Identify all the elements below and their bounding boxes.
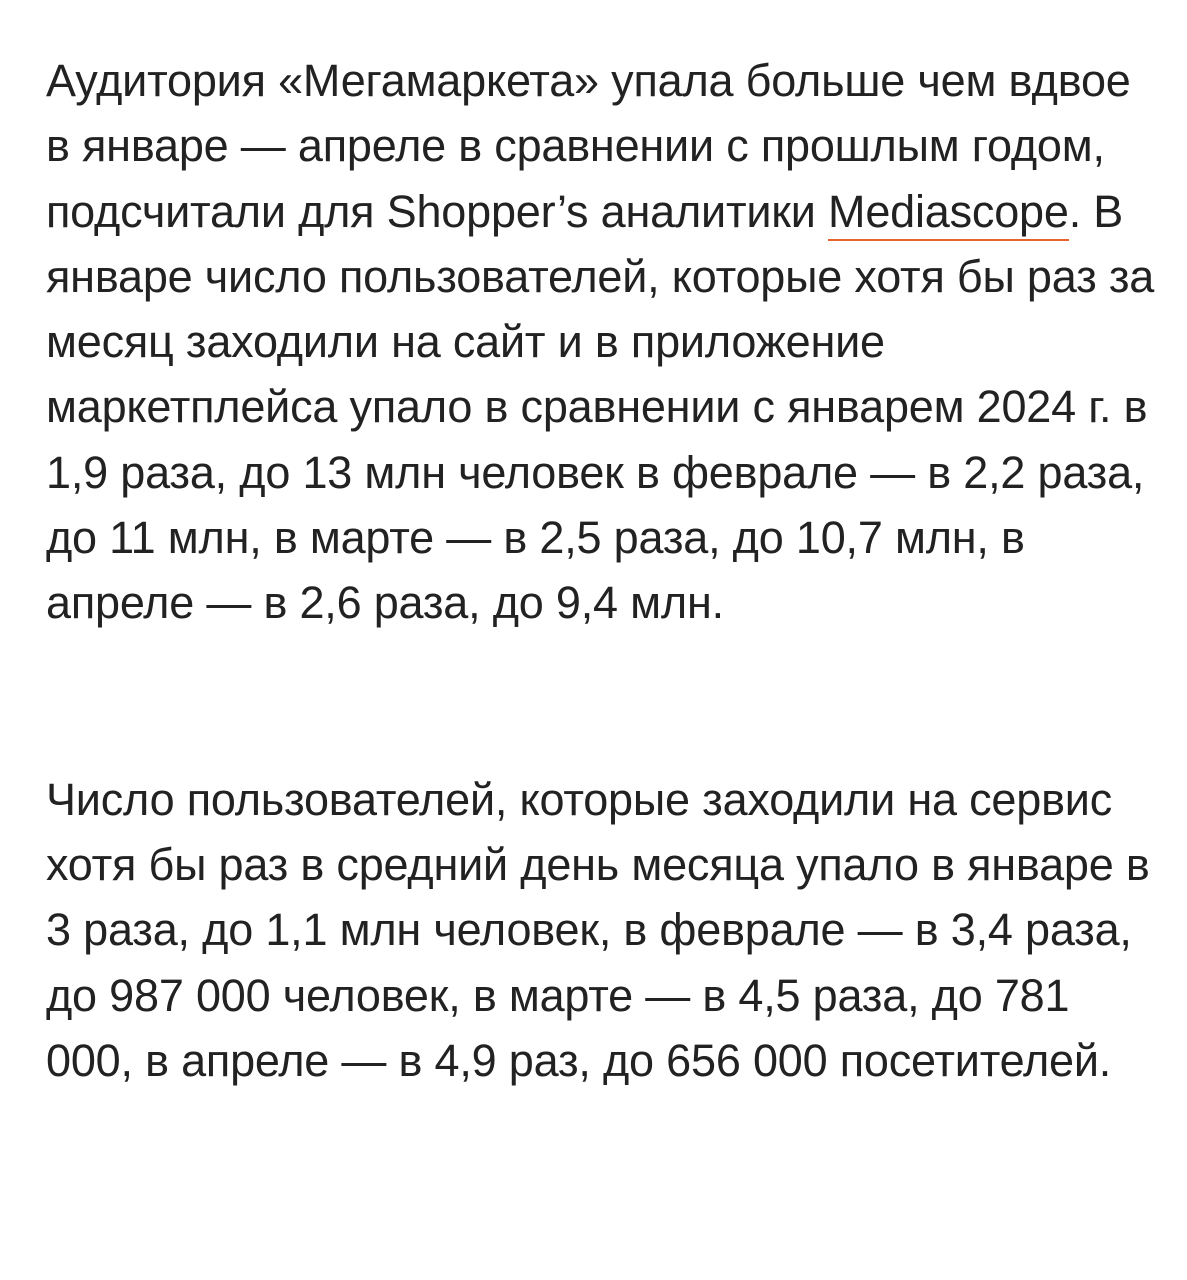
paragraph-1-text-after: . В январе число пользователей, которые хотя бы раз за месяц заходили на сайт и в приложение маркетплейса упало в сравнении с январем 2024 г. в 1,9 раза, до 13 млн человек в феврале — в 2,2 раза, до 11 млн, в марте — в 2,5 раза, до 10,7 млн, в апреле — в 2,6 раза, до 9,4 млн. [46,185,1155,629]
paragraph-1 [46,48,1156,636]
paragraph-2: Число пользователей, которые заходили на сервис хотя бы раз в средний день месяца упало в январе в 3 раза, до 1,1 млн человек, в феврале — в 3,4 раза, до 987 000 человек, в марте — в 4,5 раза, до 781 000, в апреле — в 4,9 раз, до 656 000 посетителей. [46,773,1150,1086]
paragraph-1-text-before: Аудитория «Мегамаркета» упала больше чем вдвое в январе — апреле в сравнении с прошлым годом, подсчитали для Shopper’s аналитики [46,55,1131,237]
mediascope-link[interactable]: Mediascope [828,186,1069,241]
article-body [46,48,1156,1093]
